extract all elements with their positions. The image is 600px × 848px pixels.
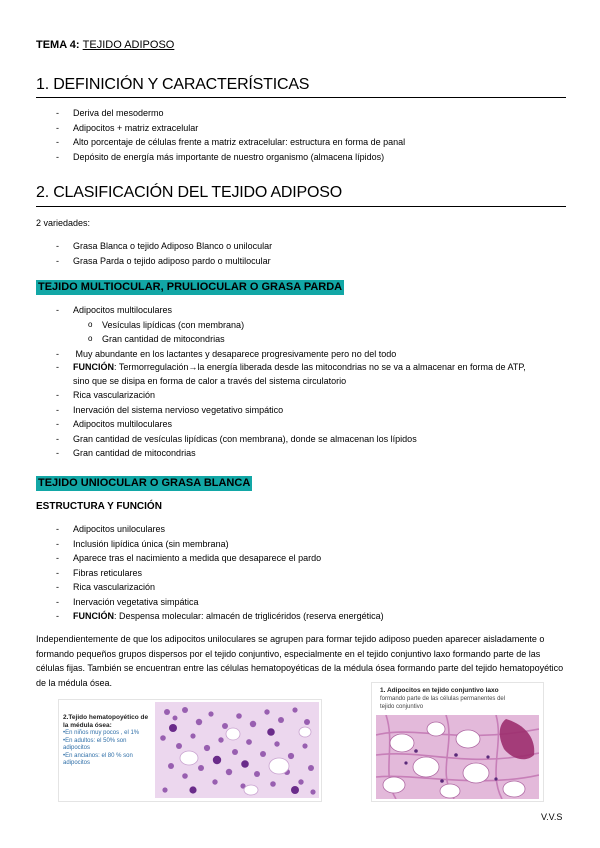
figure2-subtitle: formando parte de las células permanentes del tejido conjuntivo	[380, 696, 506, 710]
list-item-text: Muy abundante en los lactantes y desaparece progresivamente pero no del todo	[75, 348, 397, 359]
sub-list-item: o Vesículas lipídicas (con membrana)	[50, 318, 543, 333]
list-item: - Adipocitos multiloculares	[50, 417, 543, 432]
list-item: - Fibras reticulares	[50, 566, 384, 581]
list-item: - Alto porcentaje de células frente a matriz extracelular: estructura en forma de panal	[50, 135, 405, 150]
section1-rule	[36, 97, 566, 98]
blanca-heading: TEJIDO UNIOCULAR O GRASA BLANCA	[38, 477, 251, 489]
footer-initials: V.V.S	[541, 812, 563, 822]
funcion-label: FUNCIÓN	[73, 611, 114, 621]
list-item: - Aparece tras el nacimiento a medida que desaparece el pardo	[50, 551, 384, 566]
list-item: - Rica vascularización	[50, 388, 543, 403]
funcion-label: FUNCIÓN	[73, 362, 114, 372]
document-title	[36, 39, 174, 51]
section2-heading: 2. CLASIFICACIÓN DEL TEJIDO ADIPOSO	[36, 184, 342, 201]
section1-list	[50, 106, 405, 164]
list-item: - Gran cantidad de vesículas lipídicas (con membrana), donde se almacenan los lípidos	[50, 432, 543, 447]
parda-heading: TEJIDO MULTIOCULAR, PRULIOCULAR O GRASA PARDA	[38, 281, 343, 293]
section1-heading: 1. DEFINICIÓN Y CARACTERÍSTICAS	[36, 76, 310, 93]
figure1-title: 2.Tejido hematopoyético de la médula ósea:	[63, 714, 149, 729]
funcion-text: : Despensa molecular: almacén de triglicéridos (reserva energética)	[114, 611, 384, 621]
sub-list-item: o Gran cantidad de mitocondrias	[50, 332, 543, 347]
list-item: - Gran cantidad de mitocondrias	[50, 446, 543, 461]
section2-rule	[36, 206, 566, 207]
tema-label: TEMA 4:	[36, 39, 80, 51]
blanca-subheading: ESTRUCTURA Y FUNCIÓN	[36, 501, 162, 512]
blanca-list	[50, 522, 384, 624]
connective-tissue-micrograph	[376, 715, 539, 799]
list-item-funcion	[50, 361, 543, 388]
bone-marrow-micrograph	[155, 702, 319, 798]
funcion-text: : Termorregulación→la energía liberada desde las mitocondrias no se va a almacenar en forma de ATP, sino que se disipa en forma de calor a través del sistema circulatorio	[73, 362, 526, 386]
list-item: - Adipocitos + matriz extracelular	[50, 121, 405, 136]
list-item: - Inervación vegetativa simpática	[50, 595, 384, 610]
tema-title: TEJIDO ADIPOSO	[82, 39, 175, 51]
figure1-line1: •En niños muy pocos , el 1%	[63, 730, 140, 736]
list-item: - Inclusión lipídica única (sin membrana)	[50, 537, 384, 552]
list-item: - Deriva del mesodermo	[50, 106, 405, 121]
list-item-funcion	[50, 609, 384, 624]
figure1-line3: •En ancianos: el 80 % son adipocitos	[63, 752, 133, 766]
section2-intro: 2 variedades:	[36, 218, 91, 228]
parda-list	[50, 303, 543, 461]
list-item: - Grasa Parda o tejido adiposo pardo o multilocular	[50, 254, 272, 269]
figure1-caption	[63, 714, 151, 768]
section2-list	[50, 239, 272, 268]
blanca-paragraph: Independientemente de que los adipocitos uniloculares se agrupen para formar tejido adiposo pueden aparecer aisladamente o formando pequeños grupos dispersos por el tejido conjuntivo, especialmente en el tejido conjuntivo laxo formando parte de las células fijas. También se encuentran entre las células hematopoyéticas de la médula ósea formando parte del tejido hematopoyético de la médula ósea.	[36, 634, 564, 688]
figure-bone-marrow	[58, 699, 322, 802]
list-item: - Inervación del sistema nervioso vegetativo simpático	[50, 403, 543, 418]
list-item: - Depósito de energía más importante de nuestro organismo (almacena lípidos)	[50, 150, 405, 165]
list-item: - Adipocitos multiloculares	[50, 303, 543, 318]
list-item: - Adipocitos uniloculares	[50, 522, 384, 537]
figure-connective-tissue	[371, 682, 544, 802]
figure2-title: 1. Adipocitos en tejido conjuntivo laxo	[380, 687, 499, 694]
list-item: - Grasa Blanca o tejido Adiposo Blanco o unilocular	[50, 239, 272, 254]
list-item: - Rica vascularización	[50, 580, 384, 595]
figure1-line2: •En adultos: el 50% son adipocitos	[63, 737, 127, 751]
list-item	[50, 347, 543, 362]
